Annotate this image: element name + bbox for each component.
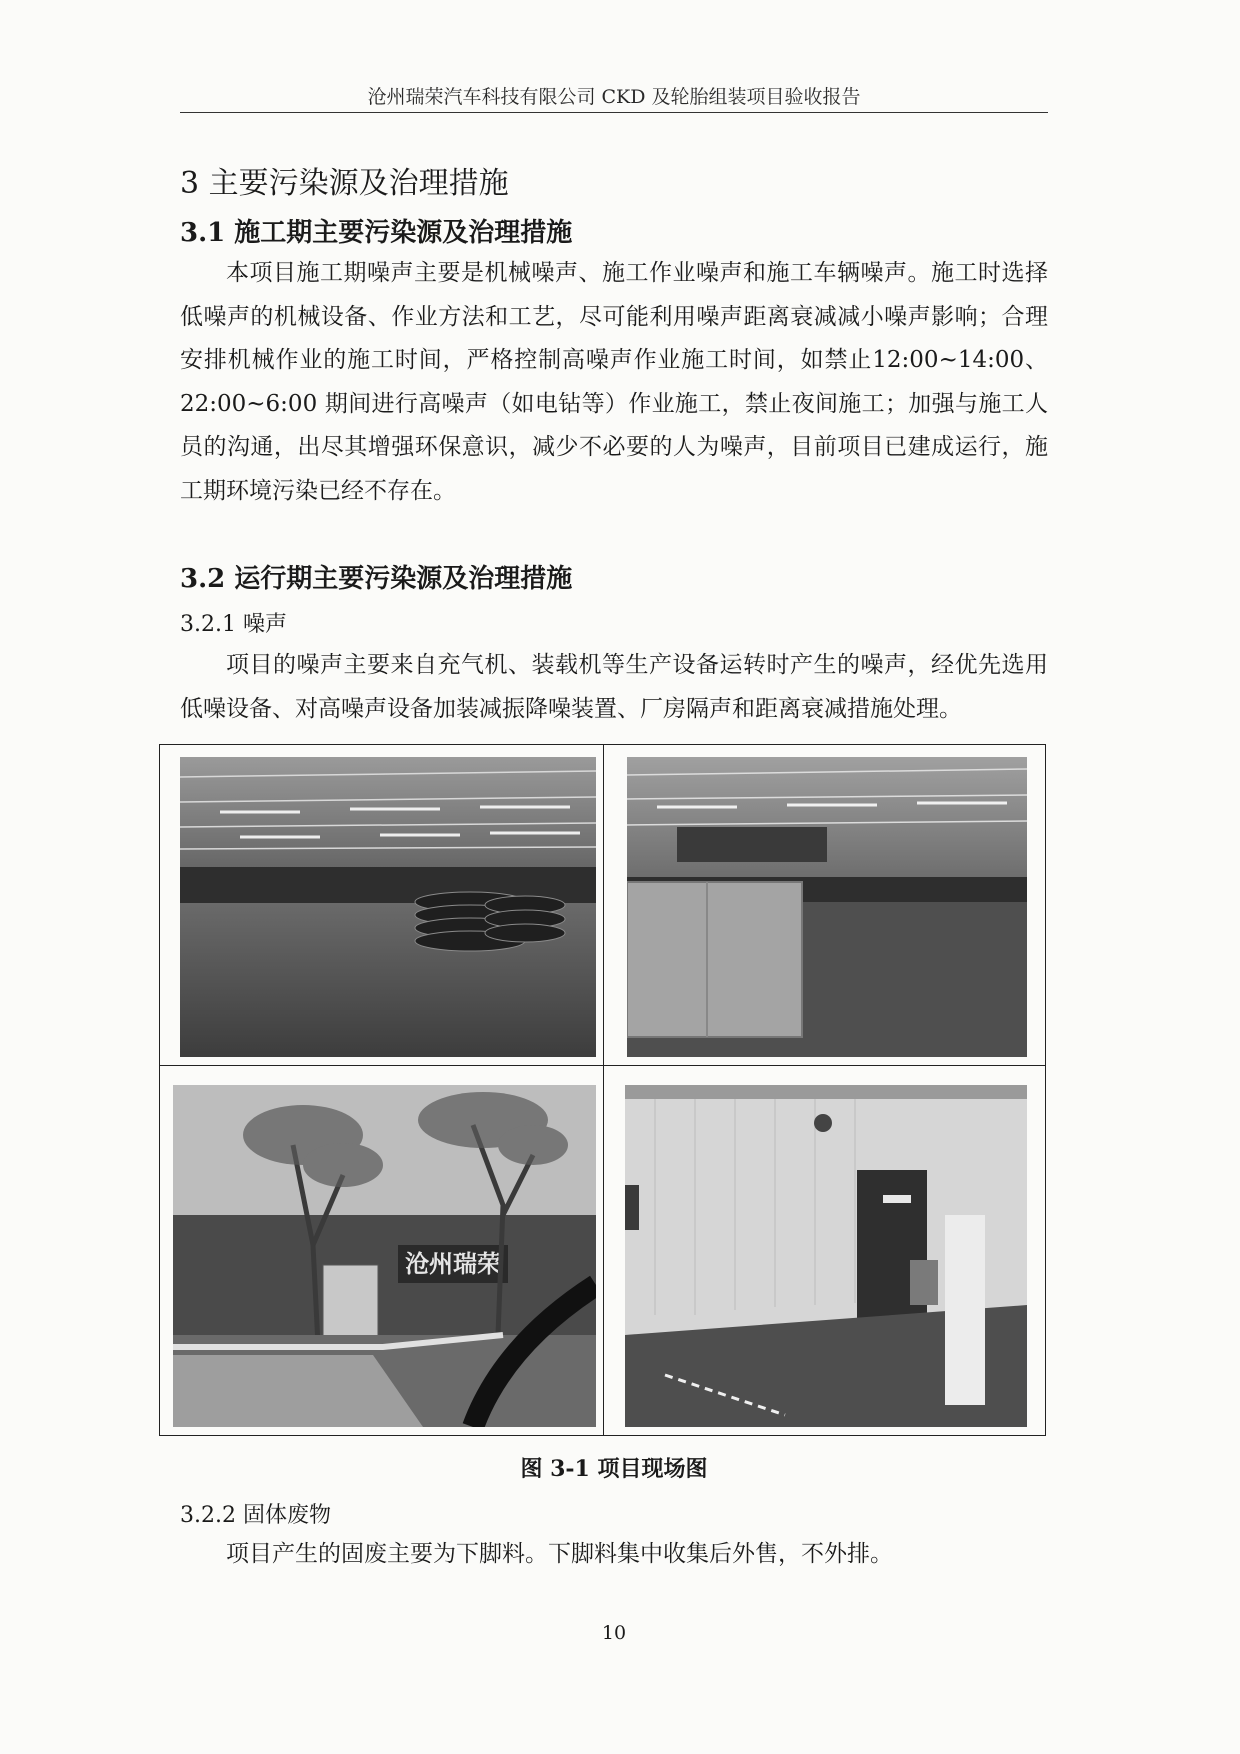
section-3-1-paragraph: 本项目施工期噪声主要是机械噪声、施工作业噪声和施工车辆噪声。施工时选择低噪声的机械设备、作业方法和工艺，尽可能利用噪声距离衰减减小噪声影响；合理安排机械作业的施工时间，严格控制高噪声作业施工时间，如禁止12:00~14:00、22:00~6:00 期间进行高噪声（如电钻等）作业施工，禁止夜间施工；加强与施工人员的沟通，出尽其增强环保意识，减少不必要的人为噪声，目前项目已建成运行，施工期环境污染已经不存在。: [180, 260, 1048, 504]
figure-caption: 图 3-1 项目现场图: [520, 1456, 708, 1482]
photo-exterior-sign: [173, 1085, 596, 1427]
section-3-2-2-title: 3.2.2 固体废物: [180, 1503, 331, 1528]
figure-divider-vertical: [603, 745, 604, 1435]
photo-warehouse-crate: [627, 757, 1027, 1057]
section-3-title: 3 主要污染源及治理措施: [180, 166, 509, 201]
site-photo-figure: [159, 744, 1046, 1436]
figure-divider-horizontal: [160, 1065, 1045, 1066]
photo-interior-door: [625, 1085, 1027, 1427]
solid-waste-paragraph: 项目产生的固废主要为下脚料。下脚料集中收集后外售，不外排。: [226, 1541, 893, 1567]
page-number: 10: [601, 1622, 627, 1644]
header-rule: [180, 112, 1048, 113]
running-header: 沧州瑞荣汽车科技有限公司 CKD 及轮胎组装项目验收报告: [367, 86, 861, 108]
section-3-2-title: 3.2 运行期主要污染源及治理措施: [180, 564, 573, 594]
sign-text: 沧州瑞荣: [405, 1250, 501, 1278]
section-3-1-title: 3.1 施工期主要污染源及治理措施: [180, 218, 573, 248]
noise-paragraph: 项目的噪声主要来自充气机、装载机等生产设备运转时产生的噪声，经优先选用低噪设备、对高噪声设备加装减振降噪装置、厂房隔声和距离衰减措施处理。: [180, 652, 1048, 722]
section-3-2-1-title: 3.2.1 噪声: [180, 612, 287, 637]
photo-warehouse-tires: [180, 757, 596, 1057]
